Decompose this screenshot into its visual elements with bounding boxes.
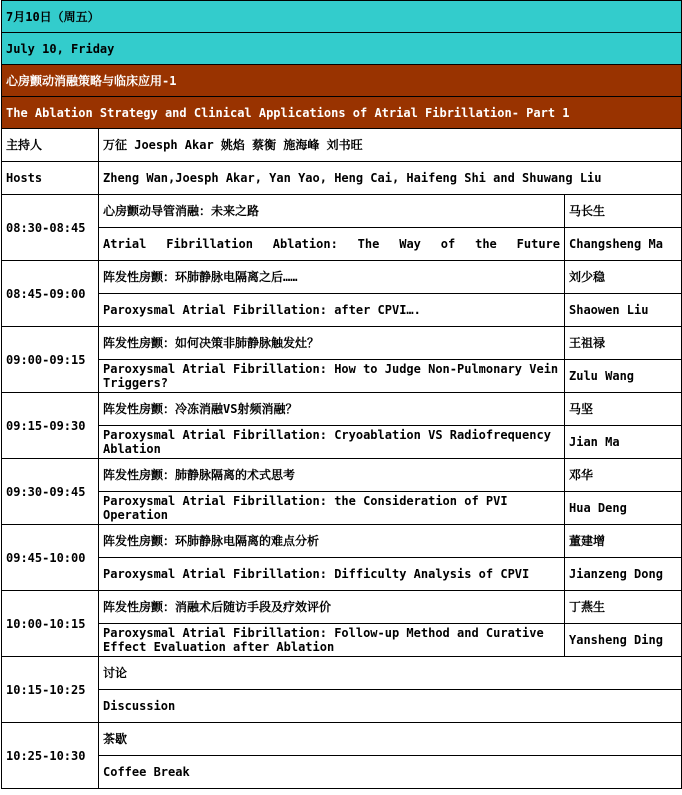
speaker-en: Jianzeng Dong (565, 558, 682, 591)
talk-row (2, 525, 682, 558)
talk-title-zh: 心房颤动导管消融：未来之路 (99, 195, 565, 228)
date-zh: 7月10日（周五） (2, 1, 682, 33)
break-title-en: Discussion (99, 690, 682, 723)
hosts-label-zh: 主持人 (2, 129, 99, 162)
date-row-en (2, 33, 682, 65)
talk-row (2, 558, 682, 591)
session-title-en: The Ablation Strategy and Clinical Applications of Atrial Fibrillation- Part 1 (2, 97, 682, 129)
session-title-zh: 心房颤动消融策略与临床应用-1 (2, 65, 682, 97)
talk-time: 09:45-10:00 (2, 525, 99, 591)
speaker-zh: 刘少稳 (565, 261, 682, 294)
hosts-names-en: Zheng Wan,Joesph Akar, Yan Yao, Heng Cai, Haifeng Shi and Shuwang Liu (99, 162, 682, 195)
talk-title-zh: 阵发性房颤：消融术后随访手段及疗效评价 (99, 591, 565, 624)
speaker-en: Yansheng Ding (565, 624, 682, 657)
speaker-zh: 邓华 (565, 459, 682, 492)
hosts-label-en: Hosts (2, 162, 99, 195)
talk-row (2, 327, 682, 360)
date-en: July 10, Friday (2, 33, 682, 65)
break-row (2, 756, 682, 789)
talk-row (2, 624, 682, 657)
talk-row (2, 591, 682, 624)
break-row (2, 657, 682, 690)
talk-title-zh: 阵发性房颤：冷冻消融VS射频消融？ (99, 393, 565, 426)
schedule-table (1, 0, 682, 789)
break-row (2, 723, 682, 756)
talk-title-zh: 阵发性房颤：肺静脉隔离的术式思考 (99, 459, 565, 492)
talk-time: 08:30-08:45 (2, 195, 99, 261)
talk-row (2, 360, 682, 393)
talk-title-en: Paroxysmal Atrial Fibrillation: after CPVI…. (99, 294, 565, 327)
speaker-zh: 王祖禄 (565, 327, 682, 360)
talk-title-zh: 阵发性房颤：环肺静脉电隔离之后…… (99, 261, 565, 294)
talk-row (2, 492, 682, 525)
speaker-en: Jian Ma (565, 426, 682, 459)
talk-title-en: Paroxysmal Atrial Fibrillation: Follow-up Method and Curative Effect Evaluation after Ablation (99, 624, 565, 657)
break-title-zh: 讨论 (99, 657, 682, 690)
date-row-zh (2, 1, 682, 33)
break-title-en: Coffee Break (99, 756, 682, 789)
talk-time: 09:00-09:15 (2, 327, 99, 393)
speaker-zh: 丁燕生 (565, 591, 682, 624)
talk-time: 09:30-09:45 (2, 459, 99, 525)
talk-row (2, 294, 682, 327)
talk-title-en: Paroxysmal Atrial Fibrillation: the Consideration of PVI Operation (99, 492, 565, 525)
talk-title-en: Paroxysmal Atrial Fibrillation: Difficulty Analysis of CPVI (99, 558, 565, 591)
talk-title-en: Atrial Fibrillation Ablation: The Way of the Future (99, 228, 565, 261)
talk-time: 08:45-09:00 (2, 261, 99, 327)
break-title-zh: 茶歇 (99, 723, 682, 756)
talk-row (2, 195, 682, 228)
talk-row (2, 261, 682, 294)
talk-row (2, 228, 682, 261)
break-time: 10:15-10:25 (2, 657, 99, 723)
hosts-row-zh (2, 129, 682, 162)
talk-row (2, 459, 682, 492)
speaker-en: Hua Deng (565, 492, 682, 525)
speaker-en: Zulu Wang (565, 360, 682, 393)
talk-title-zh: 阵发性房颤：如何决策非肺静脉触发灶？ (99, 327, 565, 360)
break-time: 10:25-10:30 (2, 723, 99, 789)
hosts-row-en (2, 162, 682, 195)
break-row (2, 690, 682, 723)
talk-title-en: Paroxysmal Atrial Fibrillation: How to Judge Non-Pulmonary Vein Triggers? (99, 360, 565, 393)
session-title-row-zh (2, 65, 682, 97)
hosts-names-zh: 万征 Joesph Akar 姚焰 蔡衡 施海峰 刘书旺 (99, 129, 682, 162)
speaker-zh: 马坚 (565, 393, 682, 426)
talk-time: 10:00-10:15 (2, 591, 99, 657)
talk-row (2, 426, 682, 459)
session-title-row-en (2, 97, 682, 129)
talk-time: 09:15-09:30 (2, 393, 99, 459)
talk-title-en: Paroxysmal Atrial Fibrillation: Cryoablation VS Radiofrequency Ablation (99, 426, 565, 459)
talk-row (2, 393, 682, 426)
speaker-en: Changsheng Ma (565, 228, 682, 261)
speaker-zh: 马长生 (565, 195, 682, 228)
talk-title-zh: 阵发性房颤：环肺静脉电隔离的难点分析 (99, 525, 565, 558)
speaker-zh: 董建增 (565, 525, 682, 558)
speaker-en: Shaowen Liu (565, 294, 682, 327)
